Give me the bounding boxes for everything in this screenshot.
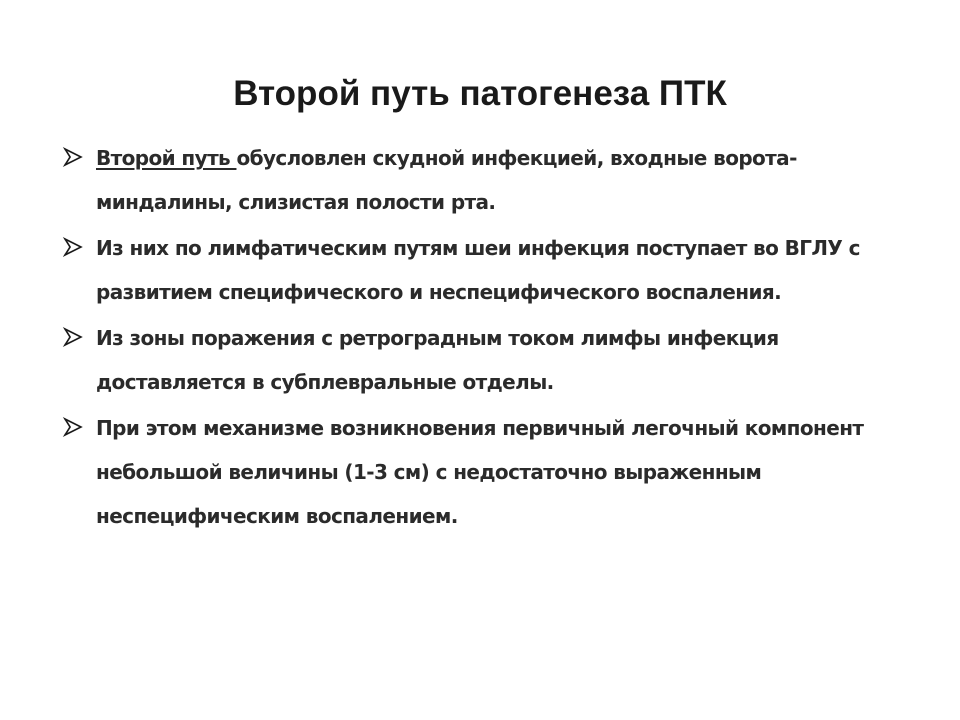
arrowhead-checkmark-icon [62, 236, 84, 258]
arrowhead-checkmark-icon [62, 326, 84, 348]
bullet-text: При этом механизме возникновения первичный легочный компонент небольшой величины (1-3 см) с недостаточно выраженным неспецифическим воспалением. [96, 416, 864, 528]
arrowhead-checkmark-icon [62, 416, 84, 438]
bullet-text: Из зоны поражения с ретроградным током лимфы инфекция доставляется в субплевральные отделы. [96, 326, 779, 394]
bullet-item-2 [62, 226, 912, 314]
bullet-text: обусловлен скудной инфекцией, входные ворота-миндалины, слизистая полости рта. [96, 146, 797, 214]
bullet-item-3 [62, 316, 912, 404]
slide-title: Второй путь патогенеза ПТК [233, 74, 727, 113]
bullet-text: Из них по лимфатическим путям шеи инфекция поступает во ВГЛУ с развитием специфического и неспецифического воспаления. [96, 236, 860, 304]
bullet-item-4 [62, 406, 912, 538]
bullet-list [62, 136, 912, 538]
arrowhead-checkmark-icon [62, 146, 84, 168]
bullet-underlined-lead: Второй путь [96, 146, 237, 170]
bullet-item-1 [62, 136, 912, 224]
